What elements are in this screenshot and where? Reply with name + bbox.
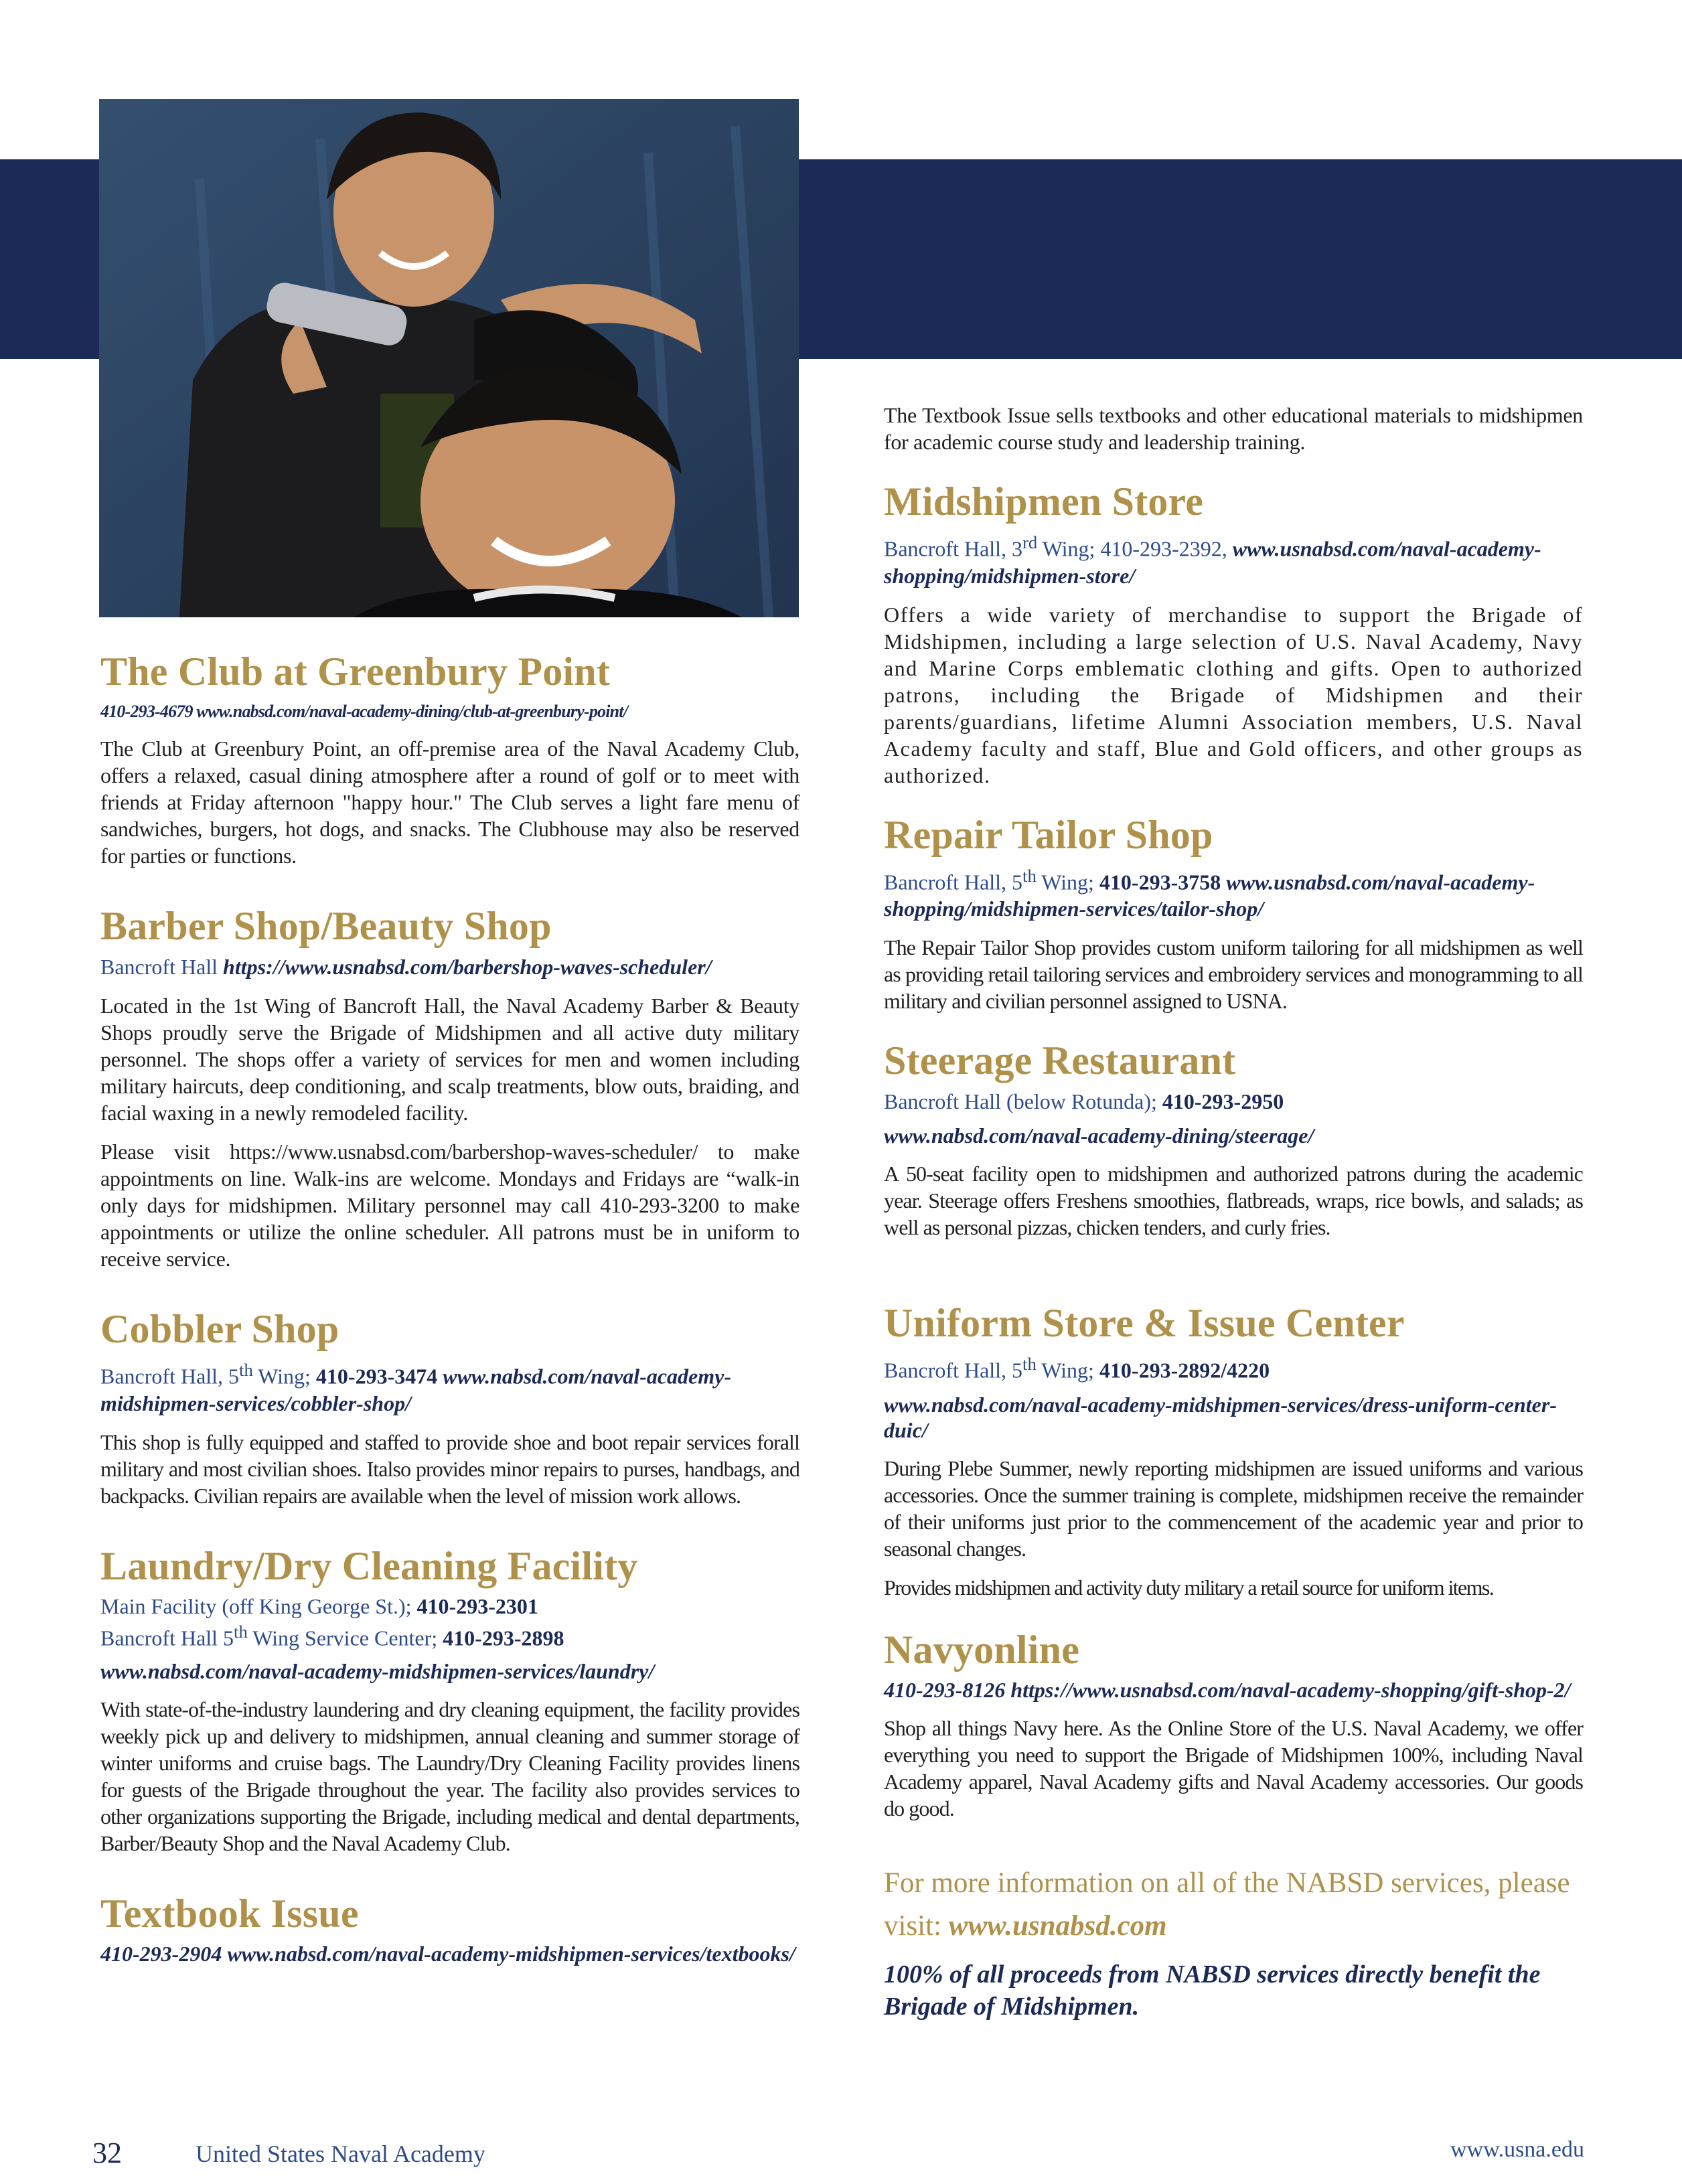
navyonline-contact [884,1677,1583,1703]
cobbler-location-sup: th [239,1360,253,1380]
textbook-title: Textbook Issue [100,1891,359,1936]
steerage-phone[interactable]: 410-293-2950 [1162,1089,1284,1114]
cobbler-title: Cobbler Shop [100,1307,339,1351]
textbook-contact [100,1941,799,1966]
barber-body-2: Please visit https://www.usnabsd.com/barbershop-waves-scheduler/ to make appointments on line. Walk-ins are welcome. Mondays and Fridays are “walk-in only days for midshipmen. Military personnel may call 410-293-3200 to make appointments or utilize the online scheduler. All patrons must be in uniform to receive service. [100,1140,799,1271]
navyonline-body: Shop all things Navy here. As the Online Store of the U.S. Naval Academy, we offer everything you need to support the Brigade of Midshipmen 100%, including Naval Academy apparel, Naval Academy gifts and Naval Academy accessories. Our goods do good. [884,1715,1583,1820]
textbook-phone[interactable]: 410-293-2904 [100,1942,222,1966]
cobbler-location: Bancroft Hall, 5 [100,1364,240,1389]
tailor-body: The Repair Tailor Shop provides custom uniform tailoring for all midshipmen as well as providing retail tailoring services and embroidery services and monogramming to all military and civilian personnel assigned to USNA. [884,935,1583,1014]
uniform-body-1: During Plebe Summer, newly reporting midshipmen are issued uniforms and various accessories. Once the summer training is complete, midshipmen receive the remainder of their uniforms just prior to the commencement of the academic year and prior to seasonal changes. [884,1456,1583,1561]
mstore-location-suffix: Wing; 410-293-2392, [1037,536,1233,561]
steerage-contact [884,1088,1583,1115]
section-laundry [100,1544,799,1857]
steerage-body: A 50-seat facility open to midshipmen and authorized patrons during the academic year. Steerage offers Freshens smoothies, flatbreads, wraps, rice bowls, and salads; as well as personal pizzas, chicken tenders, and curly fries. [884,1162,1583,1240]
cobbler-contact: Bancroft Hall, 5th Wing; 410-293-3474 www.nabsd.com/naval-academy-midshipmen-services/cobbler-shop/ [100,1360,731,1415]
steerage-title: Steerage Restaurant [884,1038,1236,1083]
cobbler-url[interactable]: www.nabsd.com/naval-academy-midshipmen-services/cobbler-shop/ [100,1364,731,1415]
club-url[interactable]: www.nabsd.com/naval-academy-dining/club-at-greenbury-point/ [196,702,628,721]
laundry-contact [100,1593,799,1651]
uniform-url[interactable]: www.nabsd.com/naval-academy-midshipmen-services/dress-uniform-center-duic/ [884,1392,1557,1442]
more-info-url[interactable]: www.usnabsd.com [948,1909,1167,1942]
club-contact [100,700,799,723]
section-barber [100,904,799,1272]
footer-url[interactable]: www.usna.edu [1450,2137,1584,2162]
mstore-location-sup: rd [1022,532,1038,552]
laundry-wing-suffix: Wing Service Center; [247,1626,443,1650]
navyonline-title: Navyonline [884,1627,1080,1672]
tailor-url[interactable]: www.usnabsd.com/naval-academy-shopping/midshipmen-services/tailor-shop/ [884,870,1535,921]
laundry-wing-prefix: Bancroft Hall 5 [100,1626,234,1650]
laundry-main-phone[interactable]: 410-293-2301 [416,1593,538,1618]
footer-title: United States Naval Academy [196,2140,485,2167]
barber-contact [100,953,799,980]
section-uniform [884,1301,1583,1601]
barber-location: Bancroft Hall [100,955,218,979]
right-column [884,402,1583,2023]
section-midshipmen-store [884,479,1583,789]
more-info-text: For more information on all of the NABSD services, please visit: [884,1867,1570,1942]
uniform-title: Uniform Store & Issue Center [884,1301,1405,1346]
uniform-location-sup: th [1022,1354,1037,1375]
club-phone[interactable]: 410-293-4679 [100,702,193,721]
tailor-phone[interactable]: 410-293-3758 [1099,870,1221,894]
proceeds-note: 100% of all proceeds from NABSD services directly benefit the Brigade of Midshipmen. [884,1960,1541,2021]
mstore-contact [884,529,1583,589]
cobbler-phone[interactable]: 410-293-3474 [315,1364,438,1389]
mstore-body: Offers a wide variety of merchandise to support the Brigade of Midshipmen, including a large selection of U.S. Naval Academy, Navy and Marine Corps emblematic clothing and gifts. Open to authorized patrons, including the Brigade of Midshipmen and their parents/guardians, lifetime Alumni Association members, U.S. Naval Academy faculty and staff, Blue and Gold officers, and other groups as authorized. [884,602,1583,787]
section-navyonline [884,1628,1583,1822]
tailor-location: Bancroft Hall, 5 [884,870,1023,894]
club-body: The Club at Greenbury Point, an off-premise area of the Naval Academy Club, offers a relaxed, casual dining atmosphere after a round of golf or to meet with friends at Friday afternoon "happy hour." The Club serves a light fare menu of sandwiches, burgers, hot dogs, and snacks. The Clubhouse may also be reserved for parties or functions. [100,736,799,868]
barber-title: Barber Shop/Beauty Shop [100,904,552,948]
laundry-wing [100,1619,799,1651]
uniform-body-2: Provides midshipmen and activity duty military a retail source for uniform items. [884,1575,1494,1600]
laundry-body: With state-of-the-industry laundering and dry cleaning equipment, the facility provides weekly pick up and delivery to midshipmen, annual cleaning and summer storage of winter uniforms and cruise bags. The Laundry/Dry Cleaning Facility provides linens for guests of the Brigade throughout the year. The facility also provides services to other organizations supporting the Brigade, including medical and dental departments, Barber/Beauty Shop and the Naval Academy Club. [100,1697,799,1856]
navyonline-phone[interactable]: 410-293-8126 [884,1677,1006,1702]
laundry-main [100,1593,799,1619]
left-column [100,649,799,1966]
uniform-contact: Bancroft Hall, 5th Wing; 410-293-2892/4220 [884,1354,1270,1383]
steerage-location: Bancroft Hall (below Rotunda); [884,1089,1162,1114]
cobbler-body: This shop is fully equipped and staffed to provide shoe and boot repair services forall military and most civilian shoes. Italso provides minor repairs to purses, handbags, and backpacks. Civilian repairs are available when the level of mission work allows. [100,1429,799,1508]
section-steerage [884,1038,1583,1241]
steerage-url[interactable]: www.nabsd.com/naval-academy-dining/steerage/ [884,1123,1314,1148]
laundry-url[interactable]: www.nabsd.com/naval-academy-midshipmen-services/laundry/ [100,1659,655,1684]
laundry-title: Laundry/Dry Cleaning Facility [100,1543,638,1588]
club-title: The Club at Greenbury Point [100,649,611,694]
uniform-location-suffix: Wing [1036,1358,1089,1383]
textbook-body: The Textbook Issue sells textbooks and other educational materials to midshipmen for academic course study and leadership training. [884,403,1583,454]
uniform-location: Bancroft Hall, 5 [884,1358,1023,1383]
section-club [100,649,799,869]
barber-photo [99,99,799,617]
textbook-url[interactable]: www.nabsd.com/naval-academy-midshipmen-services/textbooks/ [227,1942,795,1966]
mstore-title: Midshipmen Store [884,479,1204,524]
barber-body-1: Located in the 1st Wing of Bancroft Hall, the Naval Academy Barber & Beauty Shops proudly serve the Brigade of Midshipmen and all active duty military personnel. The shops offer a variety of services for men and women including military haircuts, deep conditioning, and scalp treatments, blow outs, braiding, and facial waxing in a newly remodeled facility. [100,994,799,1125]
tailor-location-sup: th [1022,865,1037,886]
barber-url[interactable]: https://www.usnabsd.com/barbershop-waves-scheduler/ [223,955,712,979]
page-number: 32 [92,2136,122,2169]
laundry-wing-sup: th [234,1621,248,1642]
tailor-location-suffix: Wing; [1036,870,1099,894]
tailor-title: Repair Tailor Shop [884,812,1213,857]
mstore-url[interactable]: www.usnabsd.com/naval-academy-shopping/midshipmen-store/ [884,536,1541,588]
section-textbook [100,1891,799,1966]
section-cobbler [100,1307,799,1509]
mstore-location: Bancroft Hall, 3 [884,536,1023,561]
section-tailor [884,813,1583,1015]
laundry-main-label: Main Facility (off King George St.); [100,1593,417,1618]
uniform-phone[interactable]: 410-293-2892/4220 [1099,1358,1270,1383]
tailor-contact [884,862,1583,923]
navyonline-url[interactable]: https://www.usnabsd.com/naval-academy-shopping/gift-shop-2/ [1010,1677,1571,1702]
laundry-wing-phone[interactable]: 410-293-2898 [443,1626,564,1650]
barber-photo-illustration [99,99,799,617]
more-info [884,1862,1583,1948]
cobbler-location-suffix: Wing [252,1364,305,1389]
